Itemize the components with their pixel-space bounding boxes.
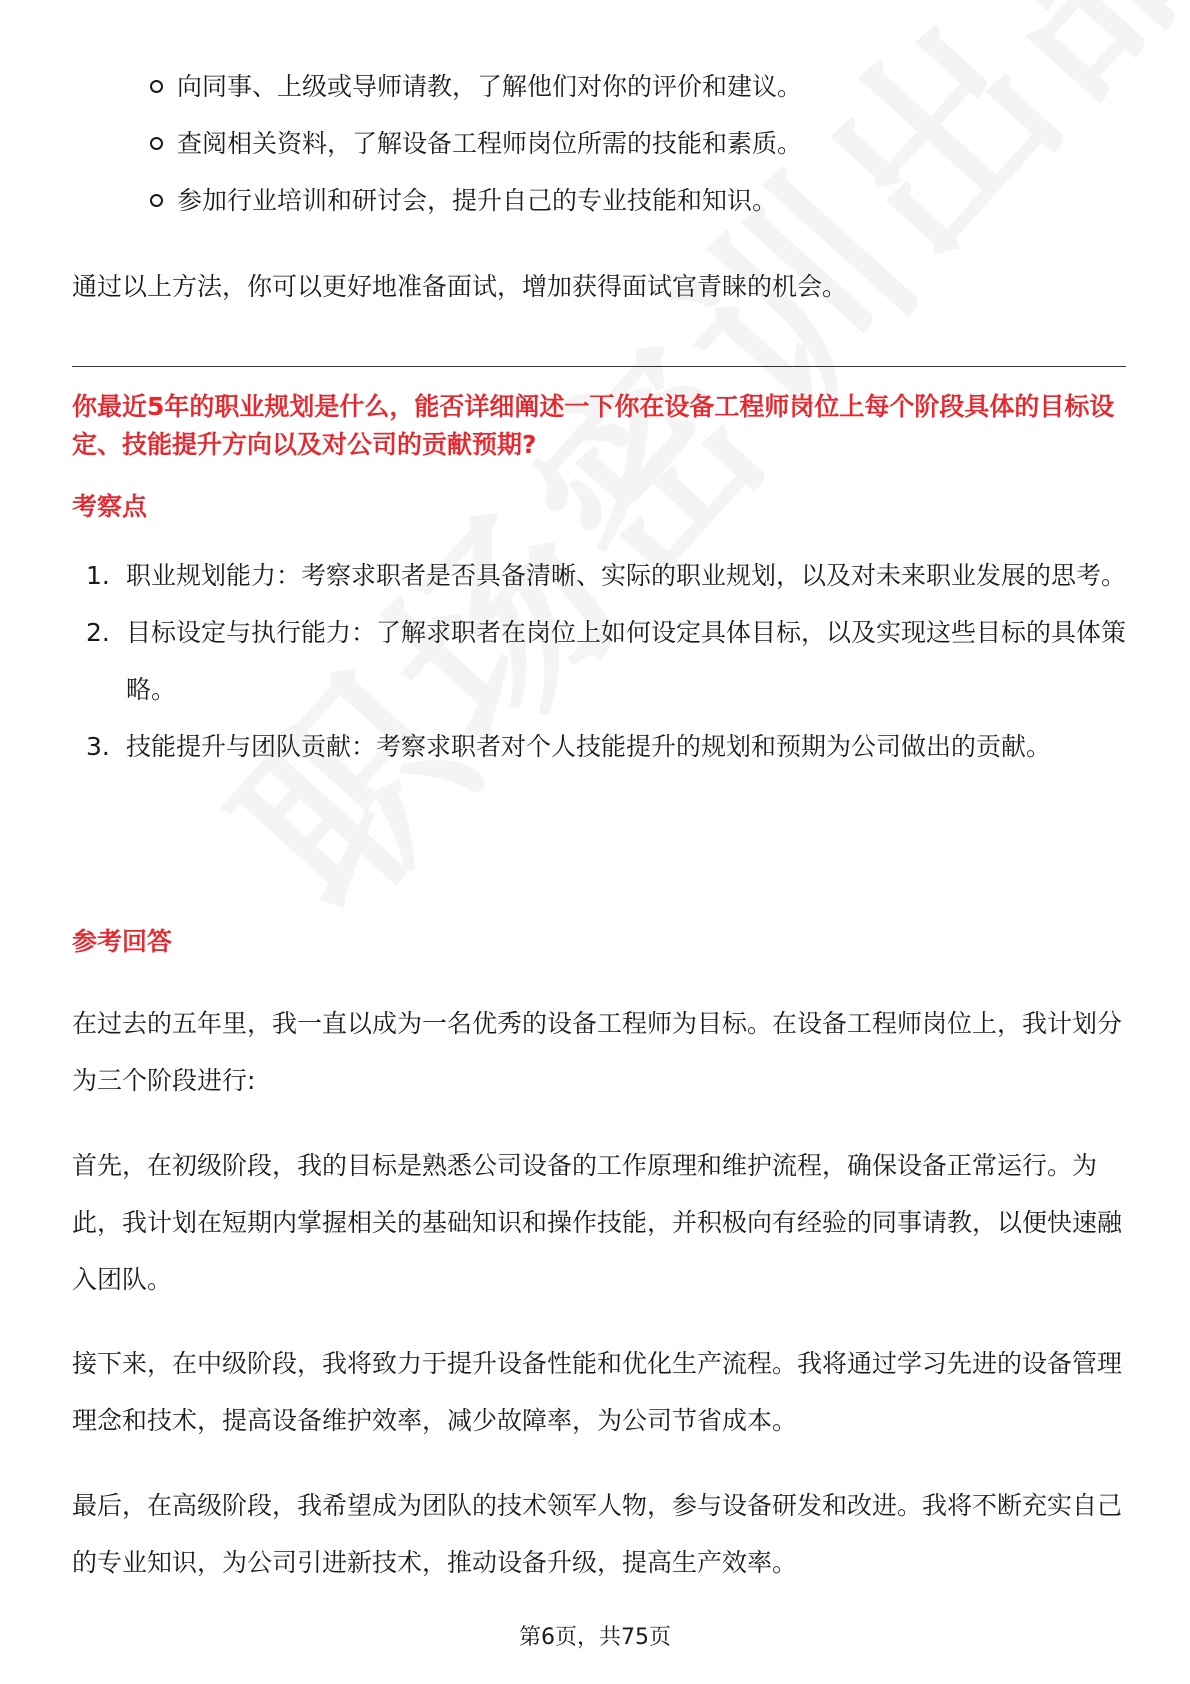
item-text: 职业规划能力：考察求职者是否具备清晰、实际的职业规划，以及对未来职业发展的思考。 [126,561,1127,590]
answer-paragraph: 在过去的五年里，我一直以成为一名优秀的设备工程师为目标。在设备工程师岗位上，我计划分为三个阶段进行: [72,1009,1123,1095]
circle-bullet-icon [150,194,163,207]
list-item [86,547,1126,604]
circle-bullet-icon [150,137,163,150]
page-footer: 第6页，共75页 [519,1625,671,1650]
answer-paragraph: 首先，在初级阶段，我的目标是熟悉公司设备的工作原理和维护流程，确保设备正常运行。为此，我计划在短期内掌握相关的基础知识和操作技能，并积极向有经验的同事请教，以便快速融入团队。 [72,1151,1123,1294]
bullet-text: 参加行业培训和研讨会，提升自己的专业技能和知识。 [177,185,778,215]
list-item [150,172,1110,229]
item-number: 3. [86,732,110,761]
item-text: 目标设定与执行能力：了解求职者在岗位上如何设定具体目标，以及实现这些目标的具体策略。 [126,618,1127,704]
answer-paragraph: 最后，在高级阶段，我希望成为团队的技术领军人物，参与设备研发和改进。我将不断充实自己的专业知识，为公司引进新技术，推动设备升级，提高生产效率。 [72,1491,1123,1577]
circle-bullet-icon [150,80,163,93]
list-item [150,115,1110,172]
list-item [150,58,1110,115]
answer-paragraph: 接下来，在中级阶段，我将致力于提升设备性能和优化生产流程。我将通过学习先进的设备管理理念和技术，提高设备维护效率，减少故障率，为公司节省成本。 [72,1349,1123,1435]
list-item [86,718,1126,775]
points-section-title: 考察点 [72,492,148,521]
section-divider [72,366,1126,367]
numbered-list [86,547,1126,775]
bullet-text: 向同事、上级或导师请教，了解他们对你的评价和建议。 [177,71,803,101]
summary-paragraph: 通过以上方法，你可以更好地准备面试，增加获得面试官青睐的机会。 [72,272,848,301]
bullet-list [150,58,1110,229]
item-number: 1. [86,561,110,590]
list-item [86,604,1126,718]
answer-section-title: 参考回答 [72,927,173,956]
question-heading: 你最近5年的职业规划是什么，能否详细阐述一下你在设备工程师岗位上每个阶段具体的目标设定、技能提升方向以及对公司的贡献预期? [72,392,1115,459]
bullet-text: 查阅相关资料，了解设备工程师岗位所需的技能和素质。 [177,128,803,158]
item-text: 技能提升与团队贡献：考察求职者对个人技能提升的规划和预期为公司做出的贡献。 [126,732,1052,761]
item-number: 2. [86,618,110,647]
